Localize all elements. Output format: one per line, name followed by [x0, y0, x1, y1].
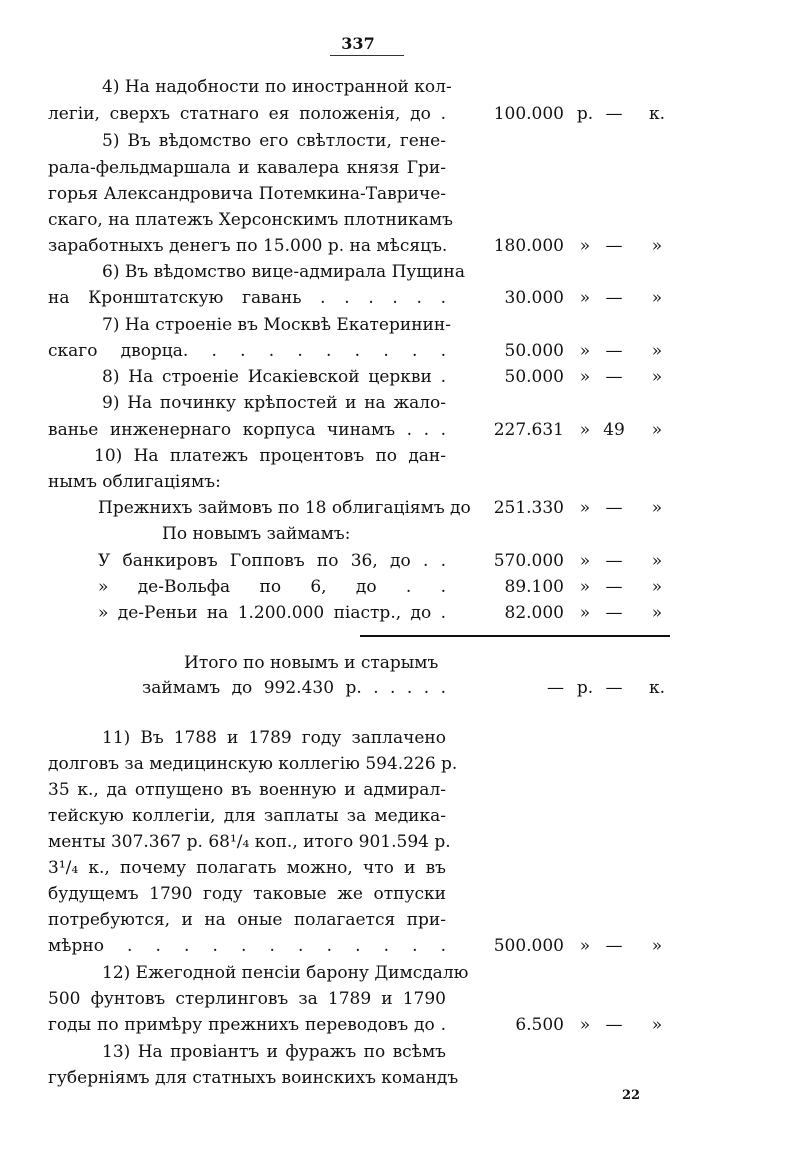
text-line: будущемъ 1790 году таковые же отпуски — [48, 884, 446, 904]
text-line: 6) Въ вѣдомство вице-адмирала Пущина — [102, 262, 466, 282]
amount-kopecks: — — [605, 936, 623, 956]
amount-kopecks-mark: » — [651, 577, 663, 597]
text-line: 12) Ежегодной пенсіи барону Димсдалю — [102, 963, 469, 983]
amount-rubles-mark: р. — [576, 104, 594, 124]
amount-value: — — [547, 678, 564, 698]
text-line: 35 к., да отпущено въ военную и адмирал- — [48, 780, 446, 800]
total-label: займамъ до 992.430 р. . . . . . — [142, 678, 446, 698]
amount-rubles-mark: » — [579, 341, 591, 361]
amount-kopecks: — — [605, 577, 623, 597]
total-label: Итого по новымъ и старымъ — [184, 653, 439, 673]
text-line: скаго дворца. . . . . . . . . . — [48, 341, 446, 361]
amount-kopecks-mark: » — [651, 603, 663, 623]
amount-rubles-mark: » — [579, 936, 591, 956]
amount-kopecks-mark: » — [651, 1015, 663, 1035]
amount-kopecks-mark: к. — [648, 678, 666, 698]
text-line: годы по примѣру прежнихъ переводовъ до . — [48, 1015, 446, 1035]
amount-kopecks-mark: » — [651, 420, 663, 440]
amount-kopecks: — — [605, 603, 623, 623]
text-line: 4) На надобности по иностранной кол- — [102, 77, 452, 97]
amount-value: 30.000 — [504, 288, 564, 308]
text-line: на Кронштатскую гавань . . . . . . — [48, 288, 446, 308]
total-rule — [360, 635, 670, 637]
amount-rubles-mark: » — [579, 1015, 591, 1035]
amount-kopecks: — — [605, 678, 623, 698]
text-line: 11) Въ 1788 и 1789 году заплачено — [102, 728, 446, 748]
amount-kopecks-mark: к. — [648, 104, 666, 124]
amount-kopecks: — — [605, 551, 623, 571]
amount-kopecks: — — [605, 341, 623, 361]
sheet-number: 22 — [621, 1088, 641, 1103]
amount-rubles-mark: » — [579, 603, 591, 623]
text-line: Прежнихъ займовъ по 18 облигаціямъ до — [98, 498, 471, 518]
amount-value: 251.330 — [493, 498, 564, 518]
amount-value: 100.000 — [493, 104, 564, 124]
amount-value: 89.100 — [504, 577, 564, 597]
amount-rubles-mark: » — [579, 288, 591, 308]
text-line: » де-Реньи на 1.200.000 піастр., до . — [98, 603, 446, 623]
text-line: долговъ за медицинскую коллегію 594.226 р. — [48, 754, 458, 774]
text-line: У банкировъ Гопповъ по 36, до . . — [98, 551, 446, 571]
amount-value: 50.000 — [504, 341, 564, 361]
amount-rubles-mark: » — [579, 367, 591, 387]
text-line: потребуются, и на оные полагается при- — [48, 910, 446, 930]
amount-kopecks: — — [605, 1015, 623, 1035]
amount-kopecks: — — [605, 367, 623, 387]
amount-value: 227.631 — [493, 420, 564, 440]
amount-kopecks-mark: » — [651, 288, 663, 308]
text-line: рала-фельдмаршала и кавалера князя Гри- — [48, 158, 446, 178]
text-line: легіи, сверхъ статнаго ея положенія, до . — [48, 104, 446, 124]
amount-kopecks-mark: » — [651, 367, 663, 387]
amount-rubles-mark: » — [579, 577, 591, 597]
text-line: губерніямъ для статныхъ воинскихъ командъ — [48, 1068, 459, 1088]
text-line: 7) На строеніе въ Москвѣ Екатеринин- — [102, 315, 451, 335]
text-line: заработныхъ денегъ по 15.000 р. на мѣсяцъ. — [48, 236, 448, 256]
amount-kopecks: — — [605, 498, 623, 518]
amount-kopecks: — — [605, 104, 623, 124]
text-line: тейскую коллегіи, для заплаты за медика- — [48, 806, 446, 826]
text-line: скаго, на платежъ Херсонскимъ плотникамъ — [48, 210, 453, 230]
text-line: менты 307.367 р. 68¹/₄ коп., итого 901.594 р. — [48, 832, 451, 852]
text-line: 3¹/₄ к., почему полагать можно, что и въ — [48, 858, 446, 878]
text-line: 8) На строеніе Исакіевской церкви . — [102, 367, 446, 387]
text-line: » де-Вольфа по 6, до . . — [98, 577, 446, 597]
text-line: 500 фунтовъ стерлинговъ за 1789 и 1790 — [48, 989, 446, 1009]
amount-kopecks-mark: » — [651, 341, 663, 361]
page-number-rule — [330, 55, 404, 56]
text-line: ванье инженернаго корпуса чинамъ . . . — [48, 420, 446, 440]
text-line: 9) На починку крѣпостей и на жало- — [102, 393, 446, 413]
text-line: 5) Въ вѣдомство его свѣтлости, гене- — [102, 131, 446, 151]
amount-kopecks-mark: » — [651, 936, 663, 956]
amount-kopecks-mark: » — [651, 551, 663, 571]
text-line: горья Александровича Потемкина-Тавриче- — [48, 184, 446, 204]
text-line: мѣрно . . . . . . . . . . . . — [48, 936, 446, 956]
text-line: 13) На провіантъ и фуражъ по всѣмъ — [102, 1042, 446, 1062]
amount-kopecks: — — [605, 236, 623, 256]
amount-kopecks-mark: » — [651, 498, 663, 518]
page-number: 337 — [341, 34, 375, 53]
amount-value: 570.000 — [493, 551, 564, 571]
amount-value: 180.000 — [493, 236, 564, 256]
text-line: нымъ облигаціямъ: — [48, 472, 221, 492]
amount-value: 82.000 — [504, 603, 564, 623]
amount-value: 500.000 — [493, 936, 564, 956]
amount-rubles-mark: » — [579, 551, 591, 571]
amount-kopecks-mark: » — [651, 236, 663, 256]
amount-kopecks: 49 — [603, 420, 625, 440]
subheading: По новымъ займамъ: — [162, 524, 351, 544]
amount-value: 50.000 — [504, 367, 564, 387]
text-line: 10) На платежъ процентовъ по дан- — [94, 446, 446, 466]
amount-rubles-mark: » — [579, 498, 591, 518]
amount-rubles-mark: » — [579, 420, 591, 440]
amount-kopecks: — — [605, 288, 623, 308]
amount-value: 6.500 — [515, 1015, 564, 1035]
amount-rubles-mark: р. — [576, 678, 594, 698]
amount-rubles-mark: » — [579, 236, 591, 256]
